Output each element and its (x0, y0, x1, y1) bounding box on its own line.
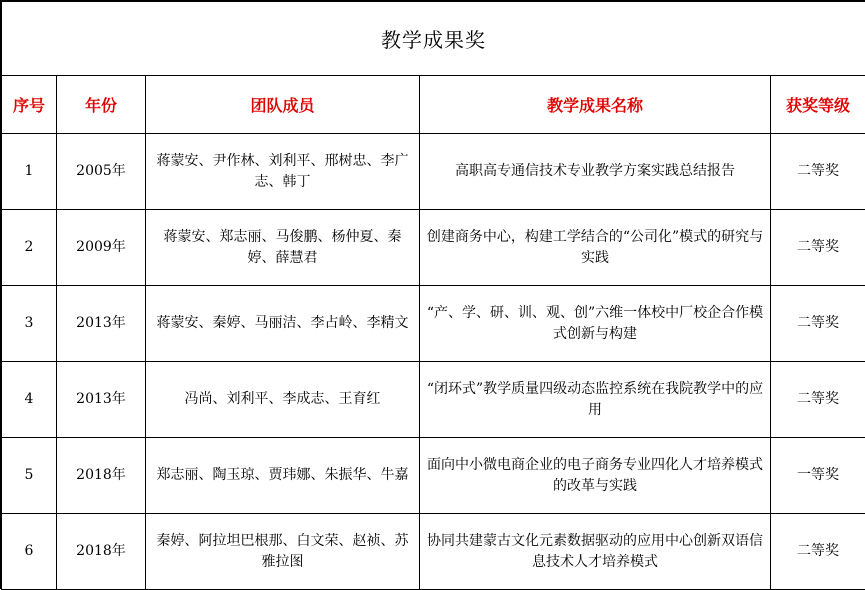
cell-achievement-name: 协同共建蒙古文化元素数据驱动的应用中心创新双语信息技术人才培养模式 (420, 514, 771, 590)
cell-members: 蒋蒙安、郑志丽、马俊鹏、杨仲夏、秦婷、薛慧君 (146, 210, 420, 286)
table-row (2, 286, 865, 362)
cell-award-level: 二等奖 (771, 362, 865, 438)
header-members: 团队成员 (146, 76, 420, 134)
cell-members: 秦婷、阿拉坦巴根那、白文荣、赵祯、苏雅拉图 (146, 514, 420, 590)
teaching-awards-table (1, 1, 865, 590)
cell-award-level: 二等奖 (771, 134, 865, 210)
table-row (2, 210, 865, 286)
cell-year: 2009年 (57, 210, 146, 286)
cell-members: 蒋蒙安、尹作林、刘利平、邢树忠、李广志、韩丁 (146, 134, 420, 210)
cell-members: 郑志丽、陶玉琼、贾玮娜、朱振华、牛嘉 (146, 438, 420, 514)
cell-achievement-name: 创建商务中心，构建工学结合的“公司化”模式的研究与实践 (420, 210, 771, 286)
cell-award-level: 二等奖 (771, 210, 865, 286)
table-title: 教学成果奖 (2, 2, 865, 76)
cell-index: 6 (2, 514, 57, 590)
table-title-row (2, 2, 865, 76)
cell-year: 2013年 (57, 286, 146, 362)
cell-index: 5 (2, 438, 57, 514)
cell-year: 2005年 (57, 134, 146, 210)
cell-award-level: 二等奖 (771, 514, 865, 590)
table-row (2, 514, 865, 590)
cell-year: 2018年 (57, 514, 146, 590)
cell-achievement-name: “产、学、研、训、观、创”六维一体校中厂校企合作模式创新与构建 (420, 286, 771, 362)
cell-index: 1 (2, 134, 57, 210)
table-row (2, 438, 865, 514)
cell-achievement-name: 高职高专通信技术专业教学方案实践总结报告 (420, 134, 771, 210)
cell-achievement-name: “闭环式”教学质量四级动态监控系统在我院教学中的应用 (420, 362, 771, 438)
header-index: 序号 (2, 76, 57, 134)
table-row (2, 134, 865, 210)
header-year: 年份 (57, 76, 146, 134)
cell-year: 2018年 (57, 438, 146, 514)
cell-members: 蒋蒙安、秦婷、马丽洁、李占岭、李精文 (146, 286, 420, 362)
cell-index: 3 (2, 286, 57, 362)
cell-members: 冯尚、刘利平、李成志、王育红 (146, 362, 420, 438)
cell-index: 4 (2, 362, 57, 438)
table-header-row (2, 76, 865, 134)
cell-achievement-name: 面向中小微电商企业的电子商务专业四化人才培养模式的改革与实践 (420, 438, 771, 514)
header-award-level: 获奖等级 (771, 76, 865, 134)
cell-award-level: 一等奖 (771, 438, 865, 514)
cell-award-level: 二等奖 (771, 286, 865, 362)
cell-year: 2013年 (57, 362, 146, 438)
cell-index: 2 (2, 210, 57, 286)
header-achievement-name: 教学成果名称 (420, 76, 771, 134)
table-row (2, 362, 865, 438)
